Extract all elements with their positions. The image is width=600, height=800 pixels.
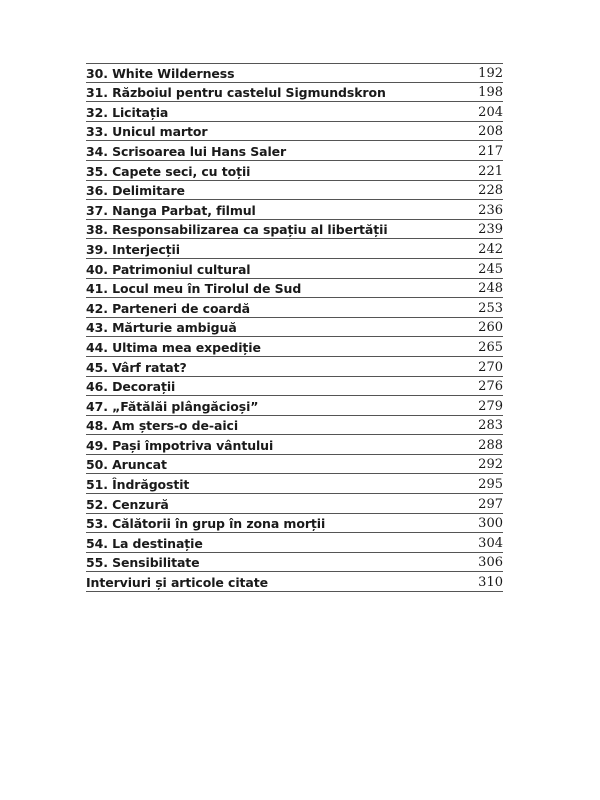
toc-entry-page-number: 306 [478,555,503,571]
toc-entry [86,377,503,397]
toc-entry [86,494,503,514]
toc-entry-page-number: 236 [478,202,503,218]
toc-entry-title: 36. Delimitare [86,183,185,199]
toc-entry [86,259,503,279]
toc-entry [86,141,503,161]
toc-entry-page-number: 192 [478,65,503,81]
toc-entry-title: 34. Scrisoarea lui Hans Saler [86,143,287,159]
toc-entry-page-number: 198 [478,85,503,101]
toc-entry-page-number: 304 [478,535,503,551]
toc-entry [86,83,503,103]
toc-entry [86,122,503,142]
toc-entry [86,553,503,573]
toc-entry [86,200,503,220]
toc-entry-title: 32. Licitația [86,104,169,120]
toc-entry-title: Interviuri și articole citate [86,575,269,591]
table-of-contents [86,63,503,592]
toc-entry [86,435,503,455]
toc-entry-page-number: 217 [478,143,503,159]
toc-entry [86,455,503,475]
toc-entry [86,337,503,357]
toc-entry-title: 45. Vârf ratat? [86,359,187,375]
toc-entry-page-number: 253 [478,300,503,316]
toc-entry [86,161,503,181]
toc-entry [86,318,503,338]
toc-entry-title: 44. Ultima mea expediție [86,339,261,355]
toc-entry-page-number: 208 [478,124,503,140]
toc-entry [86,572,503,592]
toc-entry [86,220,503,240]
toc-entry-title: 48. Am șters-o de-aici [86,418,238,434]
toc-entry-page-number: 283 [478,418,503,434]
toc-entry-title: 38. Responsabilizarea ca spațiu al libertății [86,222,388,238]
toc-entry-title: 53. Călătorii în grup în zona morții [86,516,326,532]
toc-entry [86,181,503,201]
toc-entry-title: 51. Îndrăgostit [86,477,190,493]
toc-entry [86,63,503,83]
toc-entry [86,396,503,416]
toc-entry [86,239,503,259]
toc-entry-title: 54. La destinație [86,535,203,551]
toc-entry-page-number: 279 [478,398,503,414]
toc-entry-page-number: 221 [478,163,503,179]
toc-entry [86,357,503,377]
toc-entry-title: 41. Locul meu în Tirolul de Sud [86,281,302,297]
toc-entry-page-number: 239 [478,222,503,238]
toc-entry-page-number: 297 [478,496,503,512]
toc-entry-page-number: 310 [478,575,503,591]
toc-entry-page-number: 245 [478,261,503,277]
toc-entry-page-number: 260 [478,320,503,336]
toc-entry [86,102,503,122]
toc-entry [86,474,503,494]
toc-entry-title: 31. Războiul pentru castelul Sigmundskron [86,85,386,101]
toc-entry-page-number: 265 [478,339,503,355]
toc-entry-page-number: 295 [478,477,503,493]
toc-entry-title: 35. Capete seci, cu toții [86,163,251,179]
toc-entry-page-number: 204 [478,104,503,120]
toc-entry [86,416,503,436]
toc-entry-page-number: 288 [478,437,503,453]
toc-entry-page-number: 300 [478,516,503,532]
toc-entry-page-number: 292 [478,457,503,473]
toc-entry-title: 42. Parteneri de coardă [86,300,251,316]
toc-entry-title: 33. Unicul martor [86,124,208,140]
toc-entry-title: 30. White Wilderness [86,65,235,81]
toc-entry-page-number: 270 [478,359,503,375]
toc-entry-page-number: 248 [478,281,503,297]
toc-entry-title: 43. Mărturie ambiguă [86,320,237,336]
toc-entry-page-number: 242 [478,241,503,257]
toc-entry-title: 47. „Fătălăi plângăcioși” [86,398,259,414]
toc-entry-title: 37. Nanga Parbat, filmul [86,202,256,218]
toc-entry [86,298,503,318]
toc-entry-page-number: 276 [478,379,503,395]
toc-entry [86,533,503,553]
toc-entry-title: 40. Patrimoniul cultural [86,261,251,277]
toc-entry [86,514,503,534]
toc-entry [86,279,503,299]
toc-entry-title: 52. Cenzură [86,496,169,512]
toc-entry-title: 50. Aruncat [86,457,167,473]
toc-entry-title: 49. Pași împotriva vântului [86,437,274,453]
toc-entry-title: 39. Interjecții [86,241,180,257]
toc-entry-page-number: 228 [478,183,503,199]
toc-entry-title: 55. Sensibilitate [86,555,200,571]
toc-entry-title: 46. Decorații [86,379,176,395]
